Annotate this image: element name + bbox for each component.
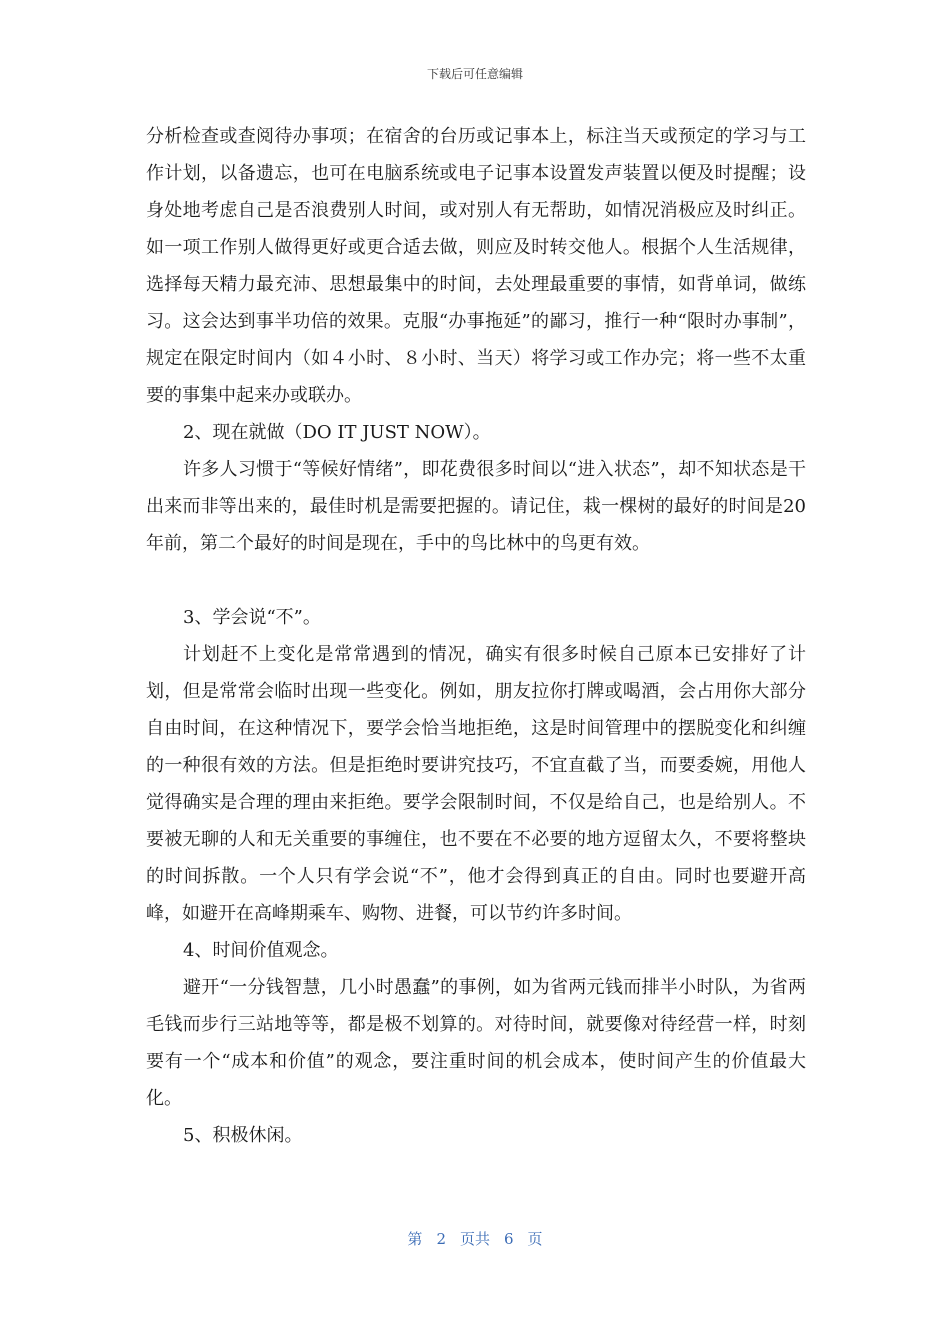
page-header: 下载后可任意编辑 [426, 67, 523, 81]
paragraph-do-it-now: 许多人习惯于“等候好情绪”，即花费很多时间以“进入状态”，却不知状态是干出来而非等出来的，最佳时机是需要把握的。请记住，栽一棵树的最好的时间是20年前，第二个最好的时间是现在，手中的鸟比林中的鸟更有效。 [146, 459, 806, 554]
page-footer [0, 1229, 950, 1249]
paragraph-say-no: 计划赶不上变化是常常遇到的情况，确实有很多时候自己原本已安排好了计划，但是常常会临时出现一些变化。例如，朋友拉你打牌或喝酒，会占用你大部分自由时间，在这种情况下，要学会恰当地拒绝，这是时间管理中的摆脱变化和纠缠的一种很有效的方法。但是拒绝时要讲究技巧，不宜直截了当，而要委婉，用他人觉得确实是合理的理由来拒绝。要学会限制时间，不仅是给自己，也是给别人。不要被无聊的人和无关重要的事缠住，也不要在不必要的地方逗留太久，不要将整块的时间拆散。一个人只有学会说“不”，他才会得到真正的自由。同时也要避开高峰，如避开在高峰期乘车、购物、进餐，可以节约许多时间。 [146, 644, 806, 924]
document-body [146, 118, 806, 1154]
paragraph-time-value: 避开“一分钱智慧，几小时愚蠢”的事例，如为省两元钱而排半小时队，为省两毛钱而步行三站地等等，都是极不划算的。对待时间，就要像对待经营一样，时刻要有一个“成本和价值”的观念，要注重时间的机会成本，使时间产生的价值最大化。 [146, 977, 806, 1109]
section-heading-4: 4、时间价值观念。 [183, 940, 339, 961]
section-heading-5: 5、积极休闲。 [183, 1125, 303, 1146]
total-pages-number: 6 [504, 1230, 514, 1248]
footer-middle: 页共 [459, 1230, 490, 1248]
section-heading-3: 3、学会说“不”。 [183, 607, 321, 628]
footer-prefix: 第 [407, 1230, 423, 1248]
section-heading-2: 2、现在就做（DO IT JUST NOW）。 [183, 422, 491, 443]
current-page-number: 2 [436, 1230, 446, 1248]
paragraph-continued: 分析检查或查阅待办事项；在宿舍的台历或记事本上，标注当天或预定的学习与工作计划，以备遗忘，也可在电脑系统或电子记事本设置发声装置以便及时提醒；设身处地考虑自己是否浪费别人时间，或对别人有无帮助，如情况消极应及时纠正。如一项工作别人做得更好或更合适去做，则应及时转交他人。根据个人生活规律，选择每天精力最充沛、思想最集中的时间，去处理最重要的事情，如背单词，做练习。这会达到事半功倍的效果。克服“办事拖延”的鄙习，推行一种“限时办事制”，规定在限定时间内（如４小时、８小时、当天）将学习或工作办完；将一些不太重要的事集中起来办或联办。 [146, 126, 806, 406]
footer-suffix: 页 [527, 1230, 543, 1248]
